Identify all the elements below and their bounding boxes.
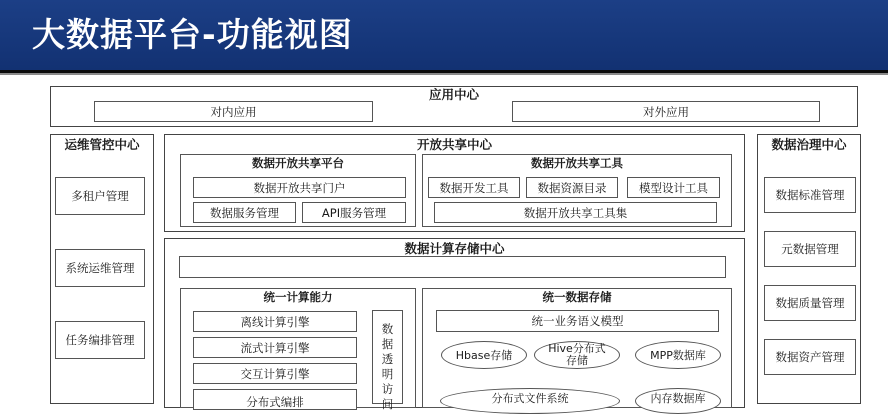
external-apps-box: 对外应用 — [512, 101, 820, 122]
page-title: 大数据平台-功能视图 — [32, 15, 353, 54]
title-divider-shadow — [0, 73, 888, 75]
unified-compute-title: 统一计算能力 — [263, 290, 333, 304]
model-design-tool-box: 模型设计工具 — [627, 177, 720, 198]
interactive-engine-box: 交互计算引擎 — [193, 363, 357, 384]
share-portal-box: 数据开放共享门户 — [193, 177, 406, 198]
ops-center-title: 运维管控中心 — [64, 136, 140, 152]
open-share-center-title: 开放共享中心 — [416, 136, 492, 152]
dfs-node: 分布式文件系统 — [440, 388, 620, 414]
internal-apps-box: 对内应用 — [94, 101, 373, 122]
transparent-access-char: 问 — [381, 397, 394, 411]
transparent-access-label — [372, 322, 403, 411]
task-orchestration-mgmt-box: 任务编排管理 — [55, 321, 145, 359]
governance-center-title: 数据治理中心 — [771, 136, 847, 152]
metadata-mgmt-box: 元数据管理 — [764, 231, 856, 267]
data-service-mgmt-box: 数据服务管理 — [193, 202, 296, 223]
hbase-storage-node: Hbase存储 — [441, 341, 527, 369]
api-service-mgmt-box: API服务管理 — [302, 202, 406, 223]
share-tools-title: 数据开放共享工具 — [531, 156, 623, 170]
transparent-access-char: 据 — [381, 337, 394, 351]
data-dev-tool-box: 数据开发工具 — [428, 177, 520, 198]
hive-storage-label: Hive分布式存储 — [548, 342, 606, 367]
multi-tenant-mgmt-box: 多租户管理 — [55, 177, 145, 215]
offline-engine-box: 离线计算引擎 — [193, 311, 357, 332]
data-resource-catalog-box: 数据资源目录 — [526, 177, 618, 198]
share-platform-title: 数据开放共享平台 — [252, 156, 344, 170]
compute-storage-blank-bar — [179, 256, 726, 278]
data-quality-mgmt-box: 数据质量管理 — [764, 285, 856, 321]
compute-storage-center-title: 数据计算存储中心 — [404, 240, 505, 256]
data-standard-mgmt-box: 数据标准管理 — [764, 177, 856, 213]
app-center-title: 应用中心 — [428, 87, 479, 102]
system-ops-mgmt-box: 系统运维管理 — [55, 249, 145, 287]
transparent-access-char: 明 — [381, 367, 394, 381]
transparent-access-char: 访 — [381, 382, 394, 396]
share-toolset-box: 数据开放共享工具集 — [434, 202, 717, 223]
title-banner — [0, 0, 888, 70]
unified-storage-title: 统一数据存储 — [542, 290, 612, 304]
distributed-scheduling-box: 分布式编排 — [193, 389, 357, 410]
stream-engine-box: 流式计算引擎 — [193, 337, 357, 358]
data-asset-mgmt-box: 数据资产管理 — [764, 339, 856, 375]
transparent-access-char: 透 — [381, 352, 394, 366]
hive-storage-node — [534, 341, 620, 369]
transparent-access-char: 数 — [381, 322, 394, 336]
mpp-database-node: MPP数据库 — [635, 341, 721, 369]
semantic-model-box: 统一业务语义模型 — [436, 310, 719, 332]
memory-database-node: 内存数据库 — [635, 388, 721, 414]
